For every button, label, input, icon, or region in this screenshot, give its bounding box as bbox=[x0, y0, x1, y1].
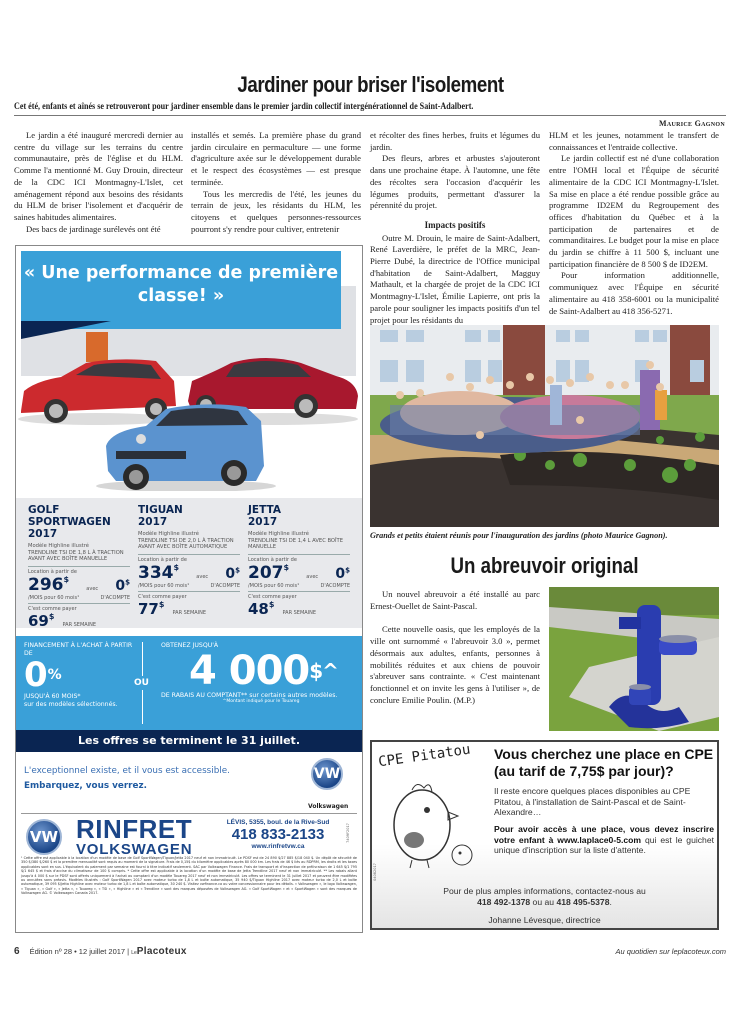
model-offer-tiguan[interactable] bbox=[134, 504, 244, 622]
rebate-amount: 4 000 bbox=[189, 647, 310, 694]
vw-logo-icon: VW bbox=[311, 758, 343, 790]
weekly-price: 69 bbox=[28, 611, 49, 630]
rebate-suffix: $^ bbox=[309, 658, 338, 683]
financing-term-sub: sur des modèles sélectionnés. bbox=[24, 700, 118, 708]
newspaper-brand: Placoteux bbox=[136, 946, 187, 957]
article-deck: Cet été, enfants et aînés se retrouveront pour jardiner ensemble dans le premier jardin collectif intergénérationnel de Saint-Adalbert. bbox=[14, 101, 474, 111]
ad-banner: « Une performance de première classe! » bbox=[21, 251, 341, 329]
acompte-label: D'ACOMPTE bbox=[100, 594, 130, 601]
per-week-label: PAR SEMAINE bbox=[282, 609, 317, 616]
currency: $ bbox=[345, 565, 350, 574]
model-year: 2017 bbox=[138, 516, 168, 528]
paragraph: installés et semés. La première phase du grand jardin circulaire en permaculture — une forme d'agriculture axée sur le développement durable et le respect des écosystèmes — est presque terminée. bbox=[191, 130, 361, 187]
article-headline: Jardiner pour briser l'isolement bbox=[237, 72, 504, 97]
paragraph: Tous les mercredis de l'été, les jeunes du terrain de jeux, les résidants du HLM, les citoyens et quelques personnes-ressources pourront s'y rendre pour cultiver, entretenir bbox=[191, 188, 361, 234]
dealer-phone[interactable]: 418 833-2133 bbox=[231, 826, 325, 843]
model-desc: Modèle Highline illustré bbox=[138, 531, 199, 537]
fine-print: ¹ Cette offre est applicable à la location d'un modèle de base de Golf SportWagen/Tiguan/Jetta 2017 neuf et non immatriculé. Le PDSF est de 24 890 $/27 885 $/18 040 $. Un dépôt de sécurité de 350 $/380 $/260 $ et la première mensualité sont requis au moment de la signature. Frais de 0,15$ du kilomètre applicables après 80 000 km. Les frais de 46 $ liés au RDPRM, les droits et les taxes applicables sont en sus. L'équivalent du paiement par semaine est fourni à titre indicatif seulement. SAC par Volkswagen Finance. Frais de transport et d'inspection de prélivraison de 1 645 $/1 795 $/1 645 $ et frais d'accise du climatiseur de 100 $ compris. * Cette offre est applicable à la location d'un modèle de base de Jetta Trendline 2017 neuf et non immatriculé. ** Les rabais allant jusqu'à 4 000 $ sur le PDSF sont offerts uniquement à l'achat au comptant d'un modèle Touareg 2017 neuf et non immatriculé. Les offres se terminent le 31 juillet 2017 et peuvent être modifiées ou annulées sans préavis. Modèles illustrés : Golf SportWagen 2017 avec moteur turbo de 1,8 L et boîte automatique, 35 940 $/Tiguan Highline 2017 avec moteur turbo de 2,0 L et boîte automatique, 39 095 $/Jetta Highline avec moteur turbo de 1,8 L et boîte automatique, 30 240 $. Visitez vwfinance.ca ou votre concessionnaire pour les détails. « Volkswagen », le logo Volkswagen, « Tiguan », « Golf », « Jetta », « Touareg », « TSI », « Highline » et « Trendline » sont des marques déposées de Volkswagen AG. « Golf SportWagen » et « SportWagen » sont des marques de Volkswagen AG. © Volkswagen Canada 2017. bbox=[21, 856, 357, 896]
dealer-website[interactable]: www.rinfretvw.ca bbox=[251, 843, 305, 850]
brand-name: Volkswagen bbox=[308, 803, 349, 810]
per-month-label: /MOIS pour 60 mois¹ bbox=[248, 582, 300, 589]
offers-end-banner: Les offres se terminent le 31 juillet. bbox=[16, 730, 362, 752]
or-label: OU bbox=[134, 678, 149, 688]
ad-code: 04082017 bbox=[372, 863, 377, 881]
paragraph: HLM et les jeunes, notamment le transfert de connaissances et l'entraide collective. bbox=[549, 130, 719, 152]
avec-label: avec bbox=[196, 573, 209, 580]
avec-label: avec bbox=[306, 573, 319, 580]
tagline bbox=[24, 764, 230, 794]
article2-body bbox=[370, 589, 540, 706]
byline: Maurice Gagnon bbox=[659, 119, 725, 128]
currency: $ bbox=[283, 562, 290, 572]
cpe-registration-rest: qui est le guichet unique d'inscription sur la liste d'attente. bbox=[494, 834, 715, 856]
article2-headline: Un abreuvoir original bbox=[450, 553, 639, 578]
lease-label: Location à partir de bbox=[248, 556, 297, 563]
paragraph: Cette nouvelle oasis, que les employés de la ville ont surnommé « l'abreuvoir 3.0 », permet désormais aux adultes, enfants, personnes à mobilités réduites et aux chiens de pouvoir s'abreuver sans contrainte. « C'est maintenant fonctionnel et on invite les gens à l'utiliser », de conclure Emilie Poulin. (M.P.) bbox=[370, 624, 540, 705]
brand-prefix: Le bbox=[131, 950, 137, 956]
currency: $ bbox=[63, 574, 70, 584]
garden-photo bbox=[370, 325, 719, 527]
down-payment: 0 bbox=[225, 565, 236, 582]
weekly-price: 77 bbox=[138, 599, 159, 618]
cpe-registration bbox=[494, 824, 714, 856]
model-desc: Modèle Highline illustré bbox=[248, 531, 309, 537]
footer-left bbox=[14, 946, 187, 957]
cpe-registration-bold[interactable]: Pour avoir accès à une place, vous devez inscrire votre enfant à www.laplace0-5.com bbox=[494, 824, 714, 845]
fountain-photo-image bbox=[549, 587, 719, 731]
model-offers bbox=[16, 498, 362, 628]
model-year: 2017 bbox=[248, 516, 278, 528]
article-column-3 bbox=[370, 130, 540, 326]
dealer-logo[interactable] bbox=[76, 816, 192, 857]
currency: $ bbox=[48, 611, 55, 621]
tagline-2: Embarquez, vous verrez. bbox=[24, 781, 147, 791]
monthly-price: 207 bbox=[248, 562, 284, 583]
per-week-label: PAR SEMAINE bbox=[172, 609, 207, 616]
currency: $ bbox=[173, 562, 180, 572]
paragraph: et récolter des fines herbes, fruits et légumes du jardin. bbox=[370, 130, 540, 152]
dealer-name: RINFRET bbox=[76, 814, 193, 844]
model-name: GOLF SPORTWAGEN bbox=[28, 504, 111, 528]
dealer-sub: VOLKSWAGEN bbox=[76, 841, 193, 858]
lease-label: Location à partir de bbox=[28, 568, 77, 575]
photo-caption: Grands et petits étaient réunis pour l'inauguration des jardins (photo Maurice Gagnon). bbox=[370, 531, 668, 540]
financing-rate: 0 bbox=[24, 655, 48, 695]
paragraph: Pour information additionnelle, communiquez avec l'Équipe en sécurité alimentaire au 418 358-6001 ou la municipalité de Saint-Adalbert au 418 356-5271. bbox=[549, 270, 719, 316]
page-number: 6 bbox=[14, 946, 20, 957]
article-column-2 bbox=[191, 130, 361, 235]
cpe-phone-1[interactable]: 418 492-1378 bbox=[477, 897, 531, 907]
model-trim: TRENDLINE TSI DE 1,8 L À TRACTION AVANT AVEC BOÎTE MANUELLE bbox=[28, 549, 124, 562]
model-desc: Modèle Highline illustré bbox=[28, 543, 89, 549]
paragraph: Des bacs de jardinage surélevés ont été bbox=[26, 223, 161, 234]
model-trim: TRENDLINE TSI DE 1,4 L AVEC BOÎTE MANUELLE bbox=[248, 537, 343, 550]
financing-label: FINANCEMENT À L'ACHAT À PARTIR DE bbox=[24, 642, 133, 657]
paragraph: Le jardin collectif est né d'une collaboration entre l'OMH local et l'Équipe de sécurité alimentaire de la CDC ICI Montmagny-L'Islet. Sa mise en place a été rendue possible grâce au programme ID2EM du Regroupement des offices d'habitation du Québec et à la participation de partenaires et de commanditaires. Le budget pour la mise en place du jardin se chiffre à 11 500 $, incluant une participation financière de 8 500 $ de ID2EM. bbox=[549, 153, 719, 269]
currency: $ bbox=[125, 577, 130, 586]
cpe-contact-text: Pour de plus amples informations, contactez-nous au bbox=[443, 886, 646, 896]
down-payment: 0 bbox=[115, 577, 126, 594]
per-month-label: /MOIS pour 60 mois¹ bbox=[138, 582, 190, 589]
monthly-price: 334 bbox=[138, 562, 174, 583]
page-footer bbox=[14, 946, 726, 957]
model-year: 2017 bbox=[28, 528, 58, 540]
article-column-4 bbox=[549, 130, 719, 317]
tagline-1: L'exceptionnel existe, et il vous est accessible. bbox=[24, 766, 230, 776]
cpe-signature: Johanne Lévesque, directrice bbox=[488, 915, 601, 925]
currency: $ bbox=[158, 599, 165, 609]
dealer-address: LÉVIS, 5355, boul. de la Rive-Sud bbox=[226, 819, 330, 826]
paragraph: Le jardin a été inauguré mercredi dernier au centre du village sur les terrains du centre communautaire, près de l'église et du HLM. Comme l'a mentionné M. Guy Drouin, directeur de la CDC ICI Montmagny-L'Islet, cet aménagement répond aux besoins des résidants du HLM de briser l'isolement et d'acquérir de saines habitudes alimentaires. bbox=[14, 130, 183, 222]
model-name: TIGUAN bbox=[138, 504, 183, 516]
dealer-contact bbox=[213, 819, 343, 850]
cpe-phone-2[interactable]: 418 495-5378 bbox=[556, 897, 610, 907]
model-offer-golf[interactable] bbox=[24, 504, 134, 630]
golf-car bbox=[18, 359, 176, 425]
lease-label: Location à partir de bbox=[138, 556, 187, 563]
rebate-label: OBTENEZ JUSQU'À bbox=[161, 642, 219, 649]
ad-code: 7409F2017 bbox=[345, 823, 350, 843]
model-trim: TRENDLINE TSI DE 2,0 L À TRACTION AVANT AVEC BOÎTE AUTOMATIQUE bbox=[138, 537, 234, 550]
acompte-label: D'ACOMPTE bbox=[210, 582, 240, 589]
week-label: C'est comme payer bbox=[248, 593, 297, 600]
rebate-desc: DE RABAIS AU COMPTANT** sur certains autres modèles. bbox=[161, 691, 338, 699]
model-name: JETTA bbox=[248, 504, 281, 516]
divider bbox=[14, 115, 726, 116]
edition-info: Édition nº 28 • 12 juillet 2017 | bbox=[29, 947, 130, 956]
paragraph: Des fleurs, arbres et arbustes s'ajouteront dans une prochaine étape. À l'automne, une fête des récoltes sera l'occasion d'acquérir les légumes produits, permettant d'assurer la pérennité du projet. bbox=[370, 153, 540, 211]
week-label: C'est comme payer bbox=[28, 605, 77, 612]
currency: $ bbox=[268, 599, 275, 609]
subheading: Impacts positifs bbox=[424, 219, 486, 230]
or-text: ou au bbox=[530, 897, 557, 907]
percent-sign: % bbox=[47, 667, 62, 683]
rebate-note: ^Montant indiqué pour le Touareg bbox=[222, 699, 300, 704]
cpe-availability: Il reste encore quelques places disponibles au CPE Pitatou, à l'installation de Saint-Pascal et de Saint-Alexandre… bbox=[494, 786, 691, 818]
fountain-photo bbox=[549, 587, 719, 731]
week-label: C'est comme payer bbox=[138, 593, 187, 600]
article-column-1 bbox=[14, 130, 183, 235]
monthly-price: 296 bbox=[28, 574, 64, 595]
model-offer-jetta[interactable] bbox=[244, 504, 354, 622]
financing-offer bbox=[16, 636, 362, 730]
cpe-logo: CPE Pitatou bbox=[377, 741, 472, 771]
avec-label: avec bbox=[86, 585, 99, 592]
financing-term: JUSQU'À 60 MOIS* bbox=[24, 693, 81, 700]
paragraph: Un nouvel abreuvoir a été installé au parc Ernest-Ouellet de Saint-Pascal. bbox=[370, 589, 540, 611]
per-week-label: PAR SEMAINE bbox=[62, 621, 97, 628]
cars-image bbox=[16, 341, 362, 491]
paragraph: Outre M. Drouin, le maire de Saint-Adalbert, René Laverdière, le préfet de la MRC, Jean-Pierre Dubé, la directrice de l'Office municipal d'habitation de Saint-Adalbert, Magguy Mathault, et la chargée de projet de la CDC ICI Montmagny-L'Islet, Émilie Lapierre, ont pris la parole pour souligner les impacts positifs d'un tel projet pour les résidants du bbox=[370, 232, 540, 325]
cpe-pitatou-ad[interactable] bbox=[370, 740, 719, 930]
chick-illustration-icon bbox=[382, 770, 482, 870]
vw-logo-icon: VW bbox=[26, 819, 62, 855]
currency: $ bbox=[235, 565, 240, 574]
volkswagen-ad[interactable] bbox=[15, 245, 363, 933]
cpe-headline: Vous cherchez une place en CPE (au tarif de 7,75$ par jour)? bbox=[494, 746, 714, 779]
acompte-label: D'ACOMPTE bbox=[320, 582, 350, 589]
cpe-contact: Pour de plus amples informations, contactez-nous au 418 492-1378 ou au 418 495-5378. bbox=[372, 886, 717, 908]
down-payment: 0 bbox=[335, 565, 346, 582]
garden-photo-image bbox=[370, 325, 719, 527]
website-link[interactable]: Au quotidien sur leplacoteux.com bbox=[615, 947, 726, 956]
per-month-label: /MOIS pour 60 mois¹ bbox=[28, 594, 80, 601]
weekly-price: 48 bbox=[248, 599, 269, 618]
